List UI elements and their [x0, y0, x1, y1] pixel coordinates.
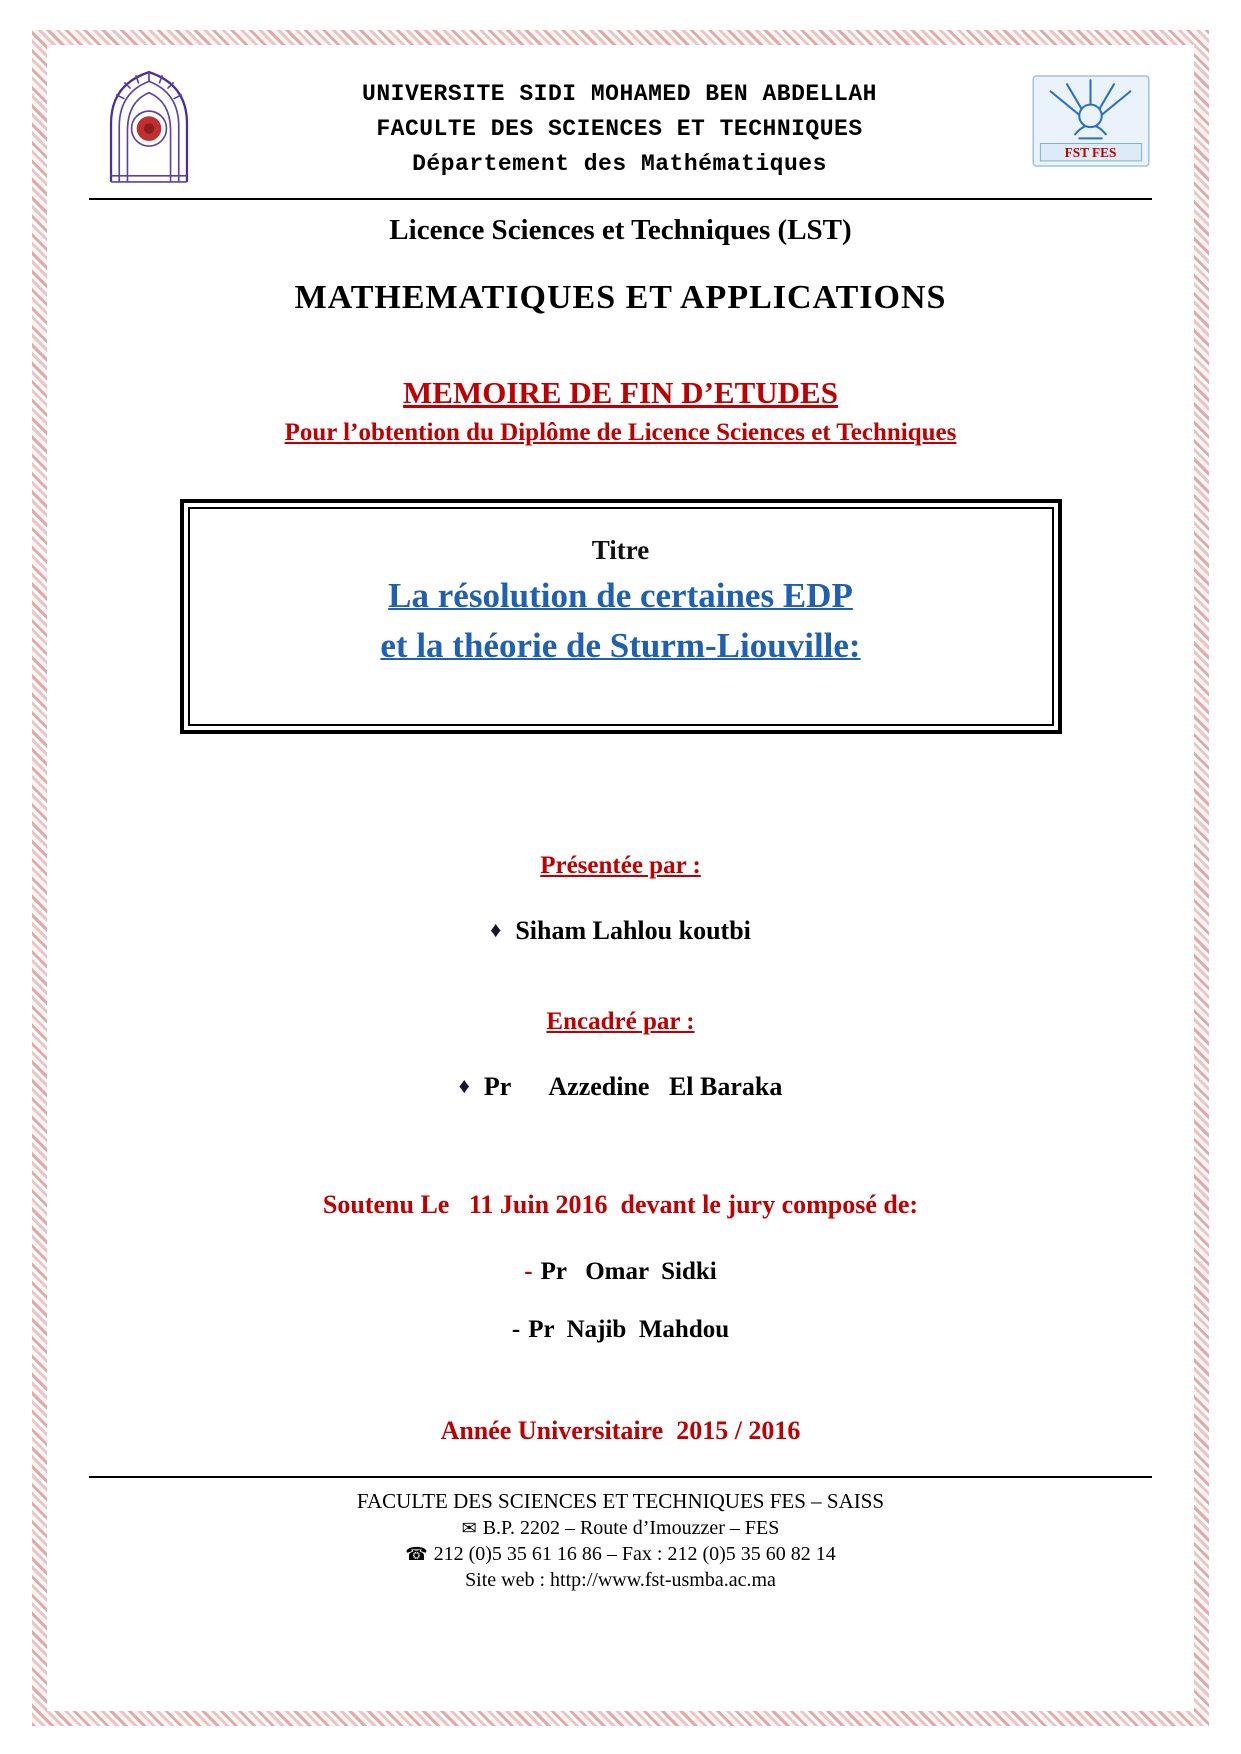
jury-dash: -: [511, 1316, 521, 1343]
supervised-by-heading-text: Encadré par :: [546, 1008, 695, 1035]
thesis-title-line2: et la théorie de Sturm-Liouville:: [380, 626, 861, 665]
header-divider: [89, 198, 1152, 200]
title-label: Titre: [591, 535, 650, 565]
presented-by-heading: [89, 852, 1152, 880]
supervised-by-heading: [89, 1008, 1152, 1036]
mail-icon: ✉: [461, 1518, 477, 1538]
footer: [89, 1488, 1152, 1593]
university-name: UNIVERSITE SIDI MOHAMED BEN ABDELLAH: [362, 81, 877, 107]
footer-divider: [89, 1476, 1152, 1478]
major-title: MATHEMATIQUES ET APPLICATIONS: [294, 279, 947, 316]
jury-member-name: Pr Omar Sidki: [540, 1258, 717, 1285]
footer-phone-text: 212 (0)5 35 61 16 86 – Fax : 212 (0)5 35 60 82 14: [433, 1543, 836, 1565]
department-name: Département des Mathématiques: [412, 151, 827, 177]
jury-dash: -: [524, 1258, 533, 1285]
memoire-heading: [89, 375, 1152, 411]
faculty-name: FACULTE DES SCIENCES ET TECHNIQUES: [376, 116, 863, 142]
footer-address-text: B.P. 2202 – Route d’Imouzzer – FES: [482, 1517, 780, 1539]
supervisor-name: Pr Azzedine El Baraka: [483, 1072, 783, 1101]
footer-phone-line: [89, 1541, 1152, 1567]
fst-fes-emblem-svg: [1032, 75, 1150, 167]
thesis-title-line1: La résolution de certaines EDP: [388, 576, 853, 615]
phone-icon: ☎: [405, 1544, 428, 1564]
memoire-heading-text: MEMOIRE DE FIN D’ETUDES: [403, 375, 838, 410]
supervisor-line: [89, 1072, 1152, 1102]
defense-announcement: Soutenu Le 11 Juin 2016 devant le jury composé de:: [322, 1190, 919, 1219]
title-box: [180, 499, 1062, 734]
memoire-subheading-text: Pour l’obtention du Diplôme de Licence Sciences et Techniques: [284, 419, 957, 446]
diamond-bullet-icon: ♦: [490, 917, 502, 942]
memoire-subheading: [89, 419, 1152, 447]
page-content: [47, 45, 1194, 1711]
footer-website-line: Site web : http://www.fst-usmba.ac.ma: [465, 1569, 776, 1591]
author-name: Siham Lahlou koutbi: [515, 916, 751, 945]
academic-year: Année Universitaire 2015 / 2016: [440, 1416, 801, 1445]
jury-member-1: [89, 1258, 1152, 1286]
footer-address-line: [89, 1515, 1152, 1541]
presented-by-heading-text: Présentée par :: [540, 852, 701, 879]
jury-member-2: [89, 1316, 1152, 1344]
jury-member-name: Pr Najib Mahdou: [528, 1316, 730, 1343]
title-box-inner: [188, 507, 1054, 726]
header: [89, 63, 1152, 190]
institution-header: [209, 63, 1030, 182]
decorative-border: [32, 30, 1209, 1726]
diamond-bullet-icon: ♦: [458, 1073, 470, 1098]
author-line: [89, 916, 1152, 946]
university-logo-icon: [89, 63, 209, 190]
fst-fes-logo-icon: [1030, 63, 1152, 172]
footer-faculty-line: FACULTE DES SCIENCES ET TECHNIQUES FES – SAISS: [356, 1489, 885, 1513]
degree-title: Licence Sciences et Techniques (LST): [389, 214, 852, 246]
university-emblem-svg: [97, 67, 201, 185]
fst-logo-text: FST FES: [1064, 144, 1117, 160]
